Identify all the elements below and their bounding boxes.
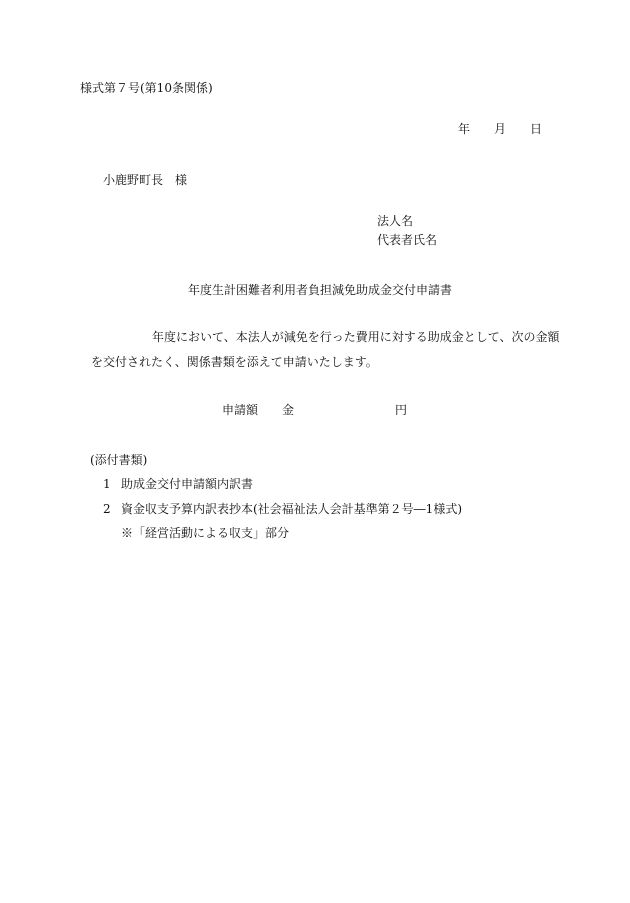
attachments-heading: (添付書類)	[90, 453, 148, 467]
amount-yen: 円	[395, 403, 408, 417]
form-number: 様式第７号(第10条関係)	[80, 81, 213, 95]
body-text-line-2: を交付されたく、関係書類を添えて申請いたします。	[91, 355, 378, 369]
attachment-note: ※「経営活動による収支」部分	[121, 526, 290, 540]
attachment-item	[103, 478, 253, 490]
amount-label: 申請額	[222, 403, 259, 417]
rep-name-label: 代表者氏名	[377, 233, 438, 247]
addressee: 小鹿野町長 様	[103, 173, 188, 187]
attachment-text: 資金収支予算内訳表抄本(社会福祉法人会計基準第２号―1様式)	[121, 502, 463, 516]
date-year: 年	[458, 122, 471, 136]
document-title: 年度生計困難者利用者負担減免助成金交付申請書	[188, 283, 453, 297]
date-day: 日	[530, 122, 543, 136]
attachment-number: 2	[103, 502, 111, 516]
attachment-item	[103, 503, 462, 515]
attachment-text: 助成金交付申請額内訳書	[121, 477, 254, 491]
corp-name-label: 法人名	[377, 214, 414, 228]
date-month: 月	[494, 122, 507, 136]
date-line	[458, 123, 542, 135]
body-text-line-1: 年度において、本法人が減免を行った費用に対する助成金として、次の金額	[152, 330, 560, 344]
amount-kin: 金	[282, 403, 295, 417]
attachment-number: 1	[103, 477, 111, 491]
